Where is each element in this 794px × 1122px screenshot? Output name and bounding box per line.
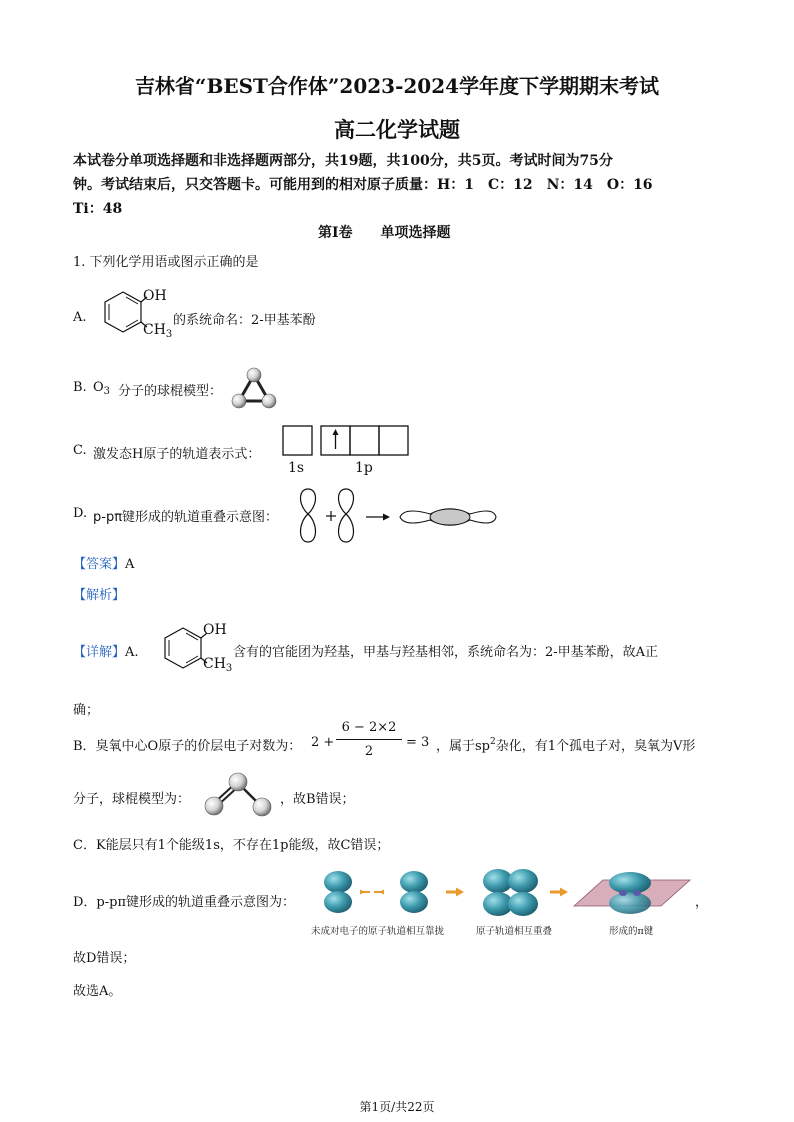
formula-denominator: 2 xyxy=(364,744,374,759)
option-c-label: C. xyxy=(73,443,87,458)
bent-o3-model xyxy=(200,770,275,820)
fraction-bar xyxy=(336,739,402,740)
detail-c: C．K能层只有1个能级1s，不存在1p能级，故C错误； xyxy=(73,838,390,853)
detail-d-end: ， xyxy=(695,895,709,910)
caption-approach: 未成对电子的原子轨道相互靠拢 xyxy=(311,926,445,937)
intro-line-1: 本试卷分单项选择题和非选择题两部分，共19题，共100分，共5页。考试时间为75分 xyxy=(73,153,613,169)
p-p-pi-wrong-diagram xyxy=(294,487,494,545)
detail-a-text: 含有的官能团为羟基，甲基与羟基相邻，系统命名为：2-甲基苯酚，故A正 xyxy=(233,645,659,660)
page-number: 第1页/共22页 xyxy=(359,1100,435,1114)
triangular-o3-model xyxy=(228,367,283,412)
option-a-label: A. xyxy=(73,310,87,325)
detail-d-conclusion: 故D错误； xyxy=(73,951,136,966)
detail-b-prefix: B．臭氧中心O原子的价层电子对数为： xyxy=(73,739,302,754)
option-b-text: 分子的球棍模型： xyxy=(118,384,223,399)
detail-b-line-2-end: ，故B错误； xyxy=(280,792,355,807)
option-c-text: 激发态H原子的轨道表示式： xyxy=(93,447,261,462)
pi-bond-formation-diagram xyxy=(318,866,690,922)
section-title: 第I卷 单项选择题 xyxy=(318,225,451,241)
option-b-label: B. xyxy=(73,380,87,395)
intro-line-2: 钟。考试结束后，只交答题卡。可能用到的相对原子质量：H：1 C：12 N：14 O：16 xyxy=(73,177,653,193)
formula-right: = 3 xyxy=(406,735,430,750)
analysis-label: 【解析】 xyxy=(73,588,126,603)
option-d-text: p-pπ键形成的轨道重叠示意图： xyxy=(93,510,279,525)
exam-title: 吉林省“BEST合作体”2023-2024学年度下学期期末考试 xyxy=(134,74,660,98)
oh-group-label-detail: OH xyxy=(203,622,227,638)
o3-formula: $O_3$ xyxy=(93,380,111,397)
orbital-diagram xyxy=(282,425,412,457)
formula-numerator: 6 − 2×2 xyxy=(341,720,397,735)
intro-line-3: Ti：48 xyxy=(73,201,123,217)
detail-a-text-2: 确； xyxy=(73,703,100,718)
detail-d-prefix: D．p-pπ键形成的轨道重叠示意图为： xyxy=(73,895,296,910)
caption-overlap: 原子轨道相互重叠 xyxy=(476,926,553,937)
option-d-label: D. xyxy=(73,506,88,521)
ch3-group-label: $CH_3$ xyxy=(143,322,173,340)
detail-b-after: ，属于$sp^2$杂化，有1个孤电子对，臭氧为V形 xyxy=(436,737,696,754)
question-1-stem: 1. 下列化学用语或图示正确的是 xyxy=(73,255,259,270)
caption-pi-bond: 形成的π键 xyxy=(609,926,654,937)
detail-b-line-2: 分子，球棍模型为： xyxy=(73,792,191,807)
answer-line: 【答案】A xyxy=(73,557,135,572)
ch3-group-label-detail: $CH_3$ xyxy=(203,656,233,674)
exam-subtitle: 高二化学试题 xyxy=(334,117,460,142)
formula-left: 2 + xyxy=(311,735,335,750)
final-answer: 故选A。 xyxy=(73,984,122,999)
orbital-1s-label: 1s xyxy=(288,460,305,476)
orbital-1p-label: 1p xyxy=(355,460,373,476)
detail-a-label: 【详解】A. xyxy=(73,645,139,660)
oh-group-label: OH xyxy=(143,288,167,304)
option-a-text: 的系统命名：2-甲基苯酚 xyxy=(173,313,316,328)
